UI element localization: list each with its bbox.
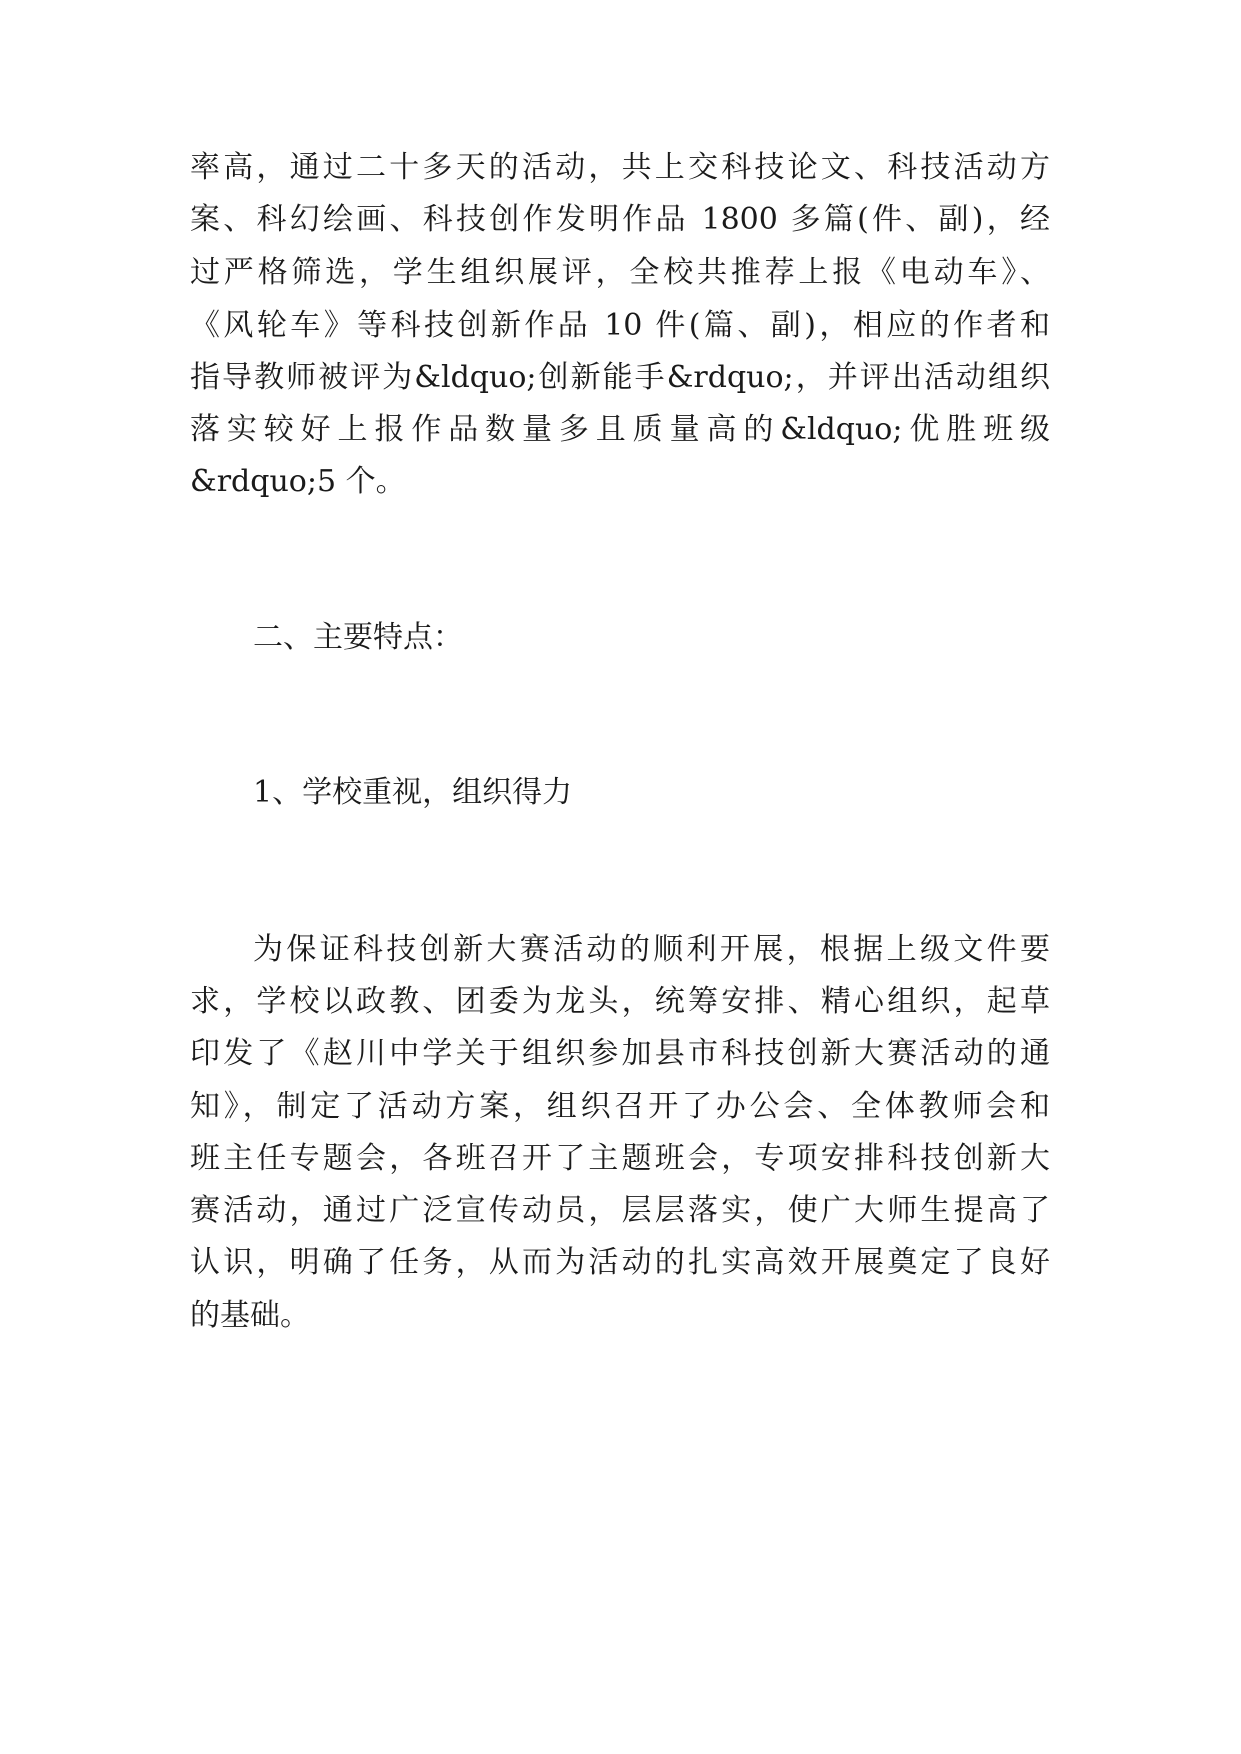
paragraph-1-line-1: 率高，通过二十多天的活动，共上交科技论文、科技活动方 bbox=[190, 150, 1050, 185]
paragraph-2-line-4: 知》，制定了活动方案，组织召开了办公会、全体教师会和 bbox=[190, 1089, 1050, 1124]
paragraph-2-line-2: 求，学校以政教、团委为龙头，统筹安排、精心组织，起草 bbox=[190, 984, 1050, 1019]
paragraph-2-line-6: 赛活动，通过广泛宣传动员，层层落实，使广大师生提高了 bbox=[190, 1193, 1050, 1228]
paragraph-2-line-8: 的基础。 bbox=[190, 1298, 310, 1333]
paragraph-1-line-7: &rdquo;5 个。 bbox=[190, 464, 406, 499]
paragraph-1-line-5: 指导教师被评为&ldquo;创新能手&rdquo;，并评出活动组织 bbox=[190, 360, 1050, 395]
paragraph-1-line-6: 落实较好上报作品数量多且质量高的&ldquo;优胜班级 bbox=[190, 412, 1050, 447]
subsection-heading: 1、学校重视，组织得力 bbox=[253, 775, 573, 810]
section-heading: 二、主要特点： bbox=[253, 620, 463, 655]
paragraph-2-line-3: 印发了《赵川中学关于组织参加县市科技创新大赛活动的通 bbox=[190, 1036, 1050, 1071]
paragraph-1-line-3: 过严格筛选，学生组织展评，全校共推荐上报《电动车》、 bbox=[190, 255, 1050, 290]
paragraph-1-line-4: 《风轮车》等科技创新作品 10 件(篇、副)，相应的作者和 bbox=[190, 308, 1050, 343]
paragraph-2-line-5: 班主任专题会，各班召开了主题班会，专项安排科技创新大 bbox=[190, 1141, 1050, 1176]
paragraph-2-line-7: 认识，明确了任务，从而为活动的扎实高效开展奠定了良好 bbox=[190, 1245, 1050, 1280]
paragraph-2-line-1: 为保证科技创新大赛活动的顺利开展，根据上级文件要 bbox=[253, 932, 1050, 967]
paragraph-1-line-2: 案、科幻绘画、科技创作发明作品 1800 多篇(件、副)，经 bbox=[190, 202, 1050, 237]
